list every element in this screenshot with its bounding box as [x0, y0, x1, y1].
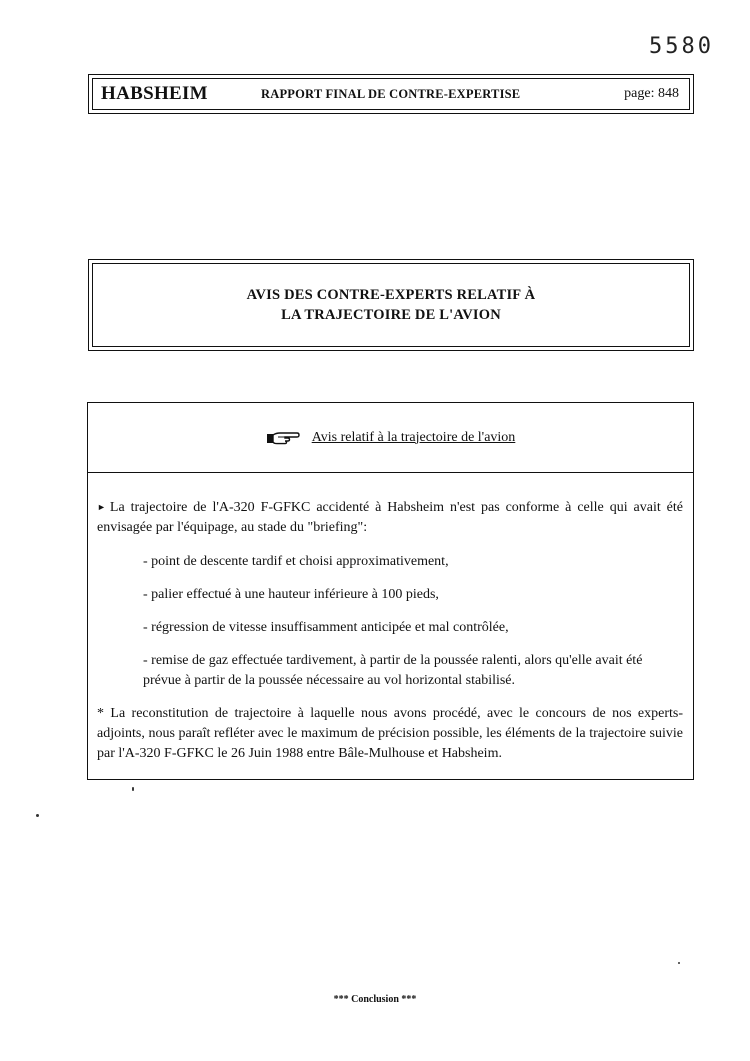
footer-conclusion: *** Conclusion *** — [333, 994, 417, 1005]
note-paragraph: * La reconstitution de trajectoire à laquelle nous avons procédé, avec le concours de nos experts-adjoints, nous paraît refléter avec le maximum de précision possible, les éléments de la trajectoire suivie par l'A-320 F-GFKC le 26 Juin 1988 entre Bâle-Mulhouse et Habsheim. — [97, 706, 683, 761]
bullet-marker: ► — [97, 502, 106, 512]
section-title-line-2: LA TRAJECTOIRE DE L'AVION — [281, 307, 501, 323]
list-item: - régression de vitesse insuffisamment anticipée et mal contrôlée, — [143, 620, 509, 635]
document-header-inner — [92, 78, 690, 110]
scan-speck — [678, 962, 680, 964]
scan-speck — [132, 787, 134, 791]
header-page-number: page: 848 — [624, 86, 679, 101]
list-item: - point de descente tardif et choisi approximativement, — [143, 554, 449, 569]
page-stamp-number: 5580 — [649, 34, 714, 59]
content-body — [88, 473, 693, 764]
section-title — [92, 263, 690, 347]
list-item: - palier effectué à une hauteur inférieure à 100 pieds, — [143, 587, 439, 602]
header-brand: HABSHEIM — [101, 83, 208, 104]
content-subtitle: Avis relatif à la trajectoire de l'avion — [311, 429, 516, 445]
document-header — [88, 74, 694, 114]
intro-text: La trajectoire de l'A-320 F-GFKC accidenté à Habsheim n'est pas conforme à celle qui avait été envisagée par l'équipage, au stade du "briefing": — [97, 500, 683, 535]
pointing-hand-icon — [266, 430, 300, 446]
content-header — [88, 403, 693, 473]
list-item: - remise de gaz effectuée tardivement, à partir de la poussée ralenti, alors qu'elle avait été prévue à partir de la poussée nécessaire au vol horizontal stabilisé. — [143, 653, 643, 688]
intro-paragraph — [97, 497, 683, 538]
header-title: RAPPORT FINAL DE CONTRE-EXPERTISE — [261, 86, 521, 101]
section-title-box — [88, 259, 694, 351]
content-box — [87, 402, 694, 780]
scan-speck — [36, 814, 39, 817]
section-title-line-1: AVIS DES CONTRE-EXPERTS RELATIF À — [246, 287, 536, 303]
